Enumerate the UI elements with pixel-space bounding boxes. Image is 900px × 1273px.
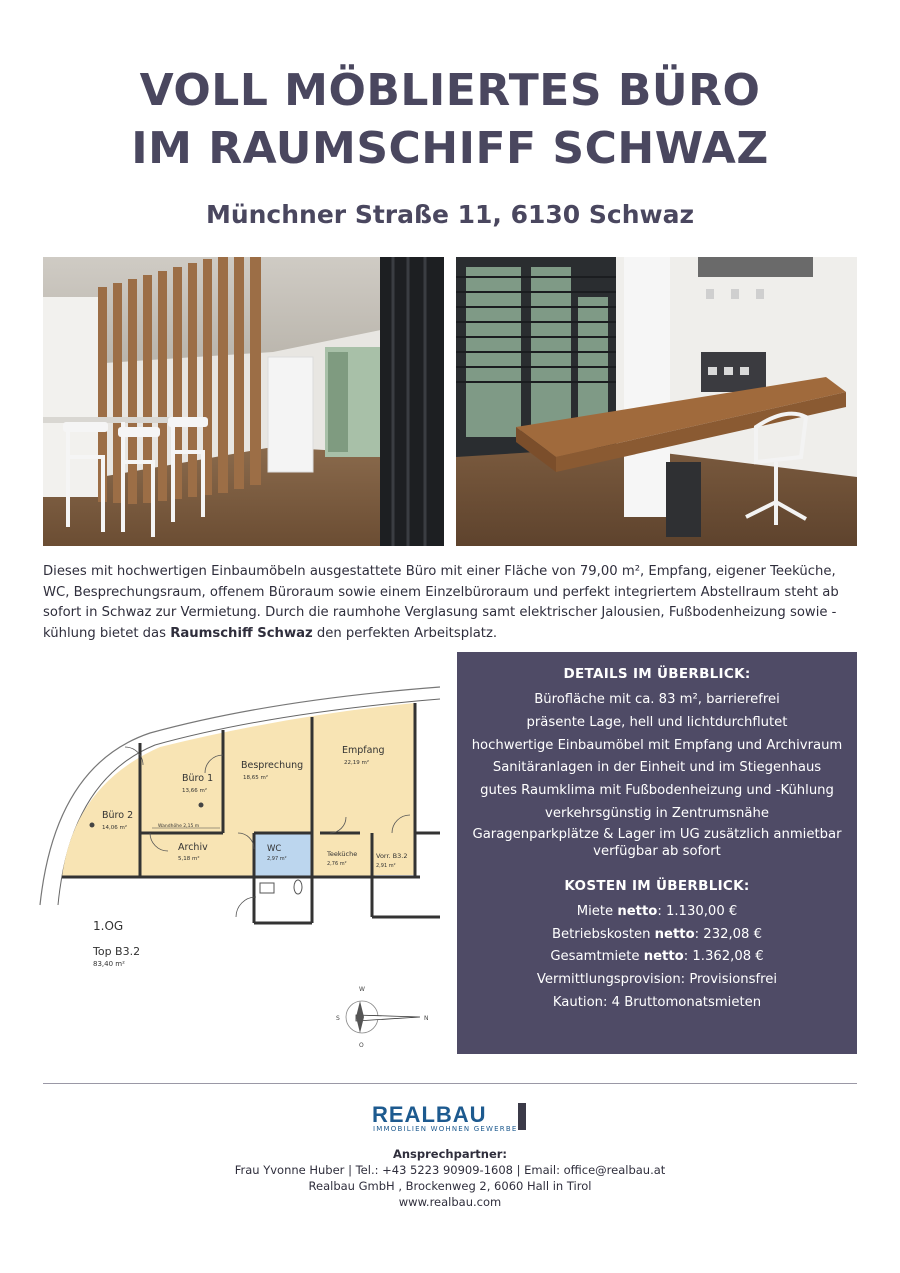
room-wc-name: WC — [267, 844, 282, 854]
title-line-2: IM RAUMSCHIFF SCHWAZ — [131, 123, 769, 174]
room-wc-area: 2,97 m² — [267, 856, 287, 862]
unit-area: 83,40 m² — [93, 960, 125, 968]
cost-commission: Vermittlungsprovision: Provisionsfrei — [536, 972, 778, 988]
costs-heading: KOSTEN IM ÜBERBLICK: — [564, 877, 750, 894]
logo-name: REALBAU — [372, 1102, 487, 1127]
details-item: Bürofläche mit ca. 83 m², barrierefrei — [534, 692, 780, 707]
compass-icon — [336, 986, 429, 1049]
room-vorraum-area: 2,91 m² — [376, 863, 396, 869]
room-buero1-name: Büro 1 — [182, 773, 214, 784]
details-panel — [457, 652, 857, 1054]
details-item: gutes Raumklima mit Fußbodenheizung und -Kühlung — [480, 783, 834, 799]
intro-highlight: Raumschiff Schwaz — [170, 625, 313, 641]
logo-tagline: IMMOBILIEN WOHNEN GEWERBE — [373, 1125, 518, 1133]
realbau-logo — [372, 1102, 528, 1132]
page-title — [0, 62, 900, 178]
details-item: präsente Lage, hell und lichtdurchflutet — [526, 714, 788, 730]
room-buero2-name: Büro 2 — [102, 810, 134, 821]
cost-rent: Miete netto: 1.130,00 € — [576, 903, 738, 919]
details-heading: DETAILS IM ÜBERBLICK: — [563, 666, 751, 682]
details-item: verfügbar ab sofort — [593, 843, 721, 859]
intro-text-end: den perfekten Arbeitsplatz. — [312, 625, 498, 641]
intro-text-start: Dieses mit hochwertigen Einbaumöbeln ausgestattete Büro mit einer Fläche von 79,00 m², Empfang, eigener Teeküche, WC, Besprechungsraum, offenem Büroraum sowie einem Einzelbüroraum und perfekt integriertem Abstellraum steht ab sofort in Schwaz zur Vermietung. Durch die raumhohe Verglasung samt elektrischer Jalousien, Fußbodenheizung sowie -kühlung bietet das — [43, 564, 839, 641]
room-empfang-area: 22,19 m² — [344, 760, 370, 766]
room-empfang-name: Empfang — [342, 745, 385, 756]
address-subtitle: Münchner Straße 11, 6130 Schwaz — [205, 200, 695, 229]
room-buero1-area: 13,66 m² — [182, 788, 208, 794]
room-teekueche-name: Teeküche — [327, 850, 358, 858]
office-photo-right — [456, 257, 857, 546]
wall-height-note: Wandhöhe 2,15 m — [158, 824, 200, 829]
contact-block — [0, 1146, 900, 1210]
intro-paragraph — [43, 562, 863, 644]
room-buero2-area: 14,06 m² — [102, 825, 128, 831]
floor-plan — [30, 655, 445, 1065]
cost-total: Gesamtmiete netto: 1.362,08 € — [550, 949, 764, 965]
compass-w: W — [359, 986, 365, 993]
footer-divider — [43, 1083, 857, 1084]
contact-website: www.realbau.com — [398, 1195, 502, 1209]
unit-label: Top B3.2 — [93, 945, 141, 958]
floor-label: 1.OG — [93, 919, 124, 933]
room-besprechung-name: Besprechung — [241, 760, 304, 771]
room-teekueche-area: 2,76 m² — [327, 861, 347, 867]
room-archiv-name: Archiv — [178, 842, 208, 853]
details-item: hochwertige Einbaumöbel mit Empfang und Archivraum — [471, 737, 843, 753]
compass-o: O — [359, 1042, 364, 1049]
room-vorraum-name: Vorr. B3.2 — [376, 852, 408, 860]
compass-n: N — [424, 1015, 429, 1022]
room-besprechung-area: 18,65 m² — [243, 775, 269, 781]
cost-deposit: Kaution: 4 Bruttomonatsmieten — [552, 994, 762, 1010]
title-line-1: VOLL MÖBLIERTES BÜRO — [139, 65, 761, 116]
room-archiv-area: 5,18 m² — [178, 856, 200, 862]
logo-badge — [518, 1103, 526, 1130]
contact-line: Frau Yvonne Huber | Tel.: +43 5223 90909-1608 | Email: office@realbau.at — [234, 1163, 666, 1177]
details-item: verkehrsgünstig in Zentrumsnähe — [545, 805, 769, 821]
office-photo-left — [43, 257, 444, 546]
details-item: Sanitäranlagen in der Einheit und im Stiegenhaus — [492, 760, 822, 776]
cost-operating: Betriebskosten netto: 232,08 € — [551, 926, 763, 942]
compass-s: S — [336, 1015, 340, 1022]
details-item: Garagenparkplätze & Lager im UG zusätzlich anmietbar — [472, 826, 842, 842]
contact-address: Realbau GmbH , Brockenweg 2, 6060 Hall in Tirol — [308, 1179, 592, 1193]
contact-heading: Ansprechpartner: — [392, 1147, 508, 1161]
